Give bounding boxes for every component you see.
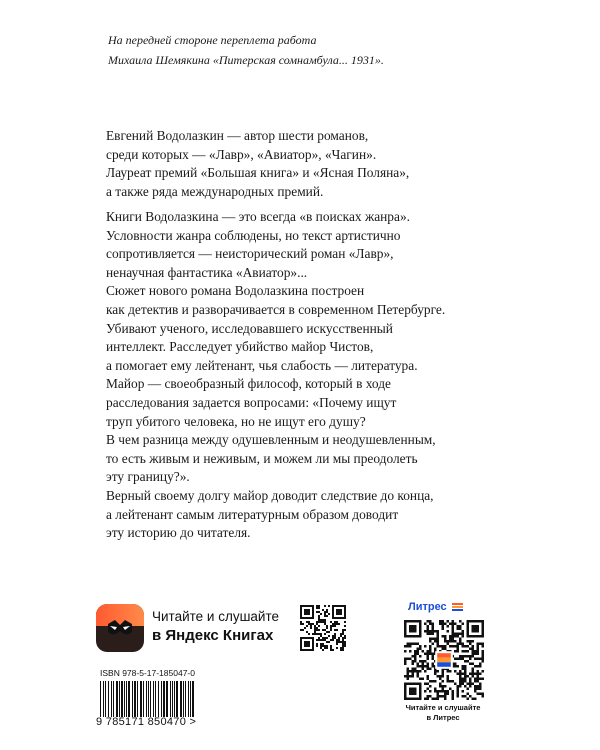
- text-line: расследования задается вопросами: «Почему ищут: [106, 394, 397, 410]
- litres-logo-text: Литрес: [408, 601, 447, 613]
- text-line: то есть живым и неживым, и можем ли мы преодолеть: [106, 450, 418, 466]
- yandex-promo-line2: в Яндекс Книгах: [152, 627, 274, 644]
- barcode-number: 9 785171 850470 >: [96, 716, 197, 728]
- cover-credit-line: На передней стороне переплета работа: [108, 33, 317, 47]
- yandex-books-icon[interactable]: [96, 604, 144, 652]
- text-line: интеллект. Расследует убийство майор Чистов,: [106, 339, 374, 355]
- text-line: эту границу?».: [106, 469, 190, 485]
- text-line: ненаучная фантастика «Авиатор»...: [106, 264, 308, 280]
- book-description: [106, 208, 445, 543]
- text-line: Верный своему долгу майор доводит следствие до конца,: [106, 487, 434, 503]
- text-line: среди которых — «Лавр», «Авиатор», «Чагин».: [106, 146, 377, 162]
- text-line: Лауреат премий «Большая книга» и «Ясная Поляна»,: [106, 165, 410, 181]
- litres-caption-line2: в Литрес: [426, 713, 460, 722]
- text-line: а также ряда международных премий.: [106, 183, 324, 199]
- litres-stripes-icon: [452, 603, 463, 611]
- text-line: Книги Водолазкина — это всегда «в поисках жанра».: [106, 209, 410, 224]
- text-line: Убивают ученого, исследовавшего искусственный: [106, 320, 393, 336]
- text-line: сопротивляется — неисторический роман «Лавр»,: [106, 246, 394, 262]
- text-line: а лейтенант самым литературным образом доводит: [106, 506, 399, 522]
- text-line: как детектив и разворачивается в современном Петербурге.: [106, 301, 446, 317]
- litres-caption: [398, 703, 488, 723]
- litres-caption-line1: Читайте и слушайте: [405, 703, 481, 712]
- yandex-promo-line1: Читайте и слушайте: [152, 609, 279, 624]
- yandex-qr-code[interactable]: [300, 605, 346, 651]
- text-line: труп убитого человека, но не ищут его душу?: [106, 413, 366, 429]
- text-line: эту историю до читателя.: [106, 525, 251, 541]
- text-line: Условности жанра соблюдены, но текст артистично: [106, 227, 401, 243]
- text-line: Сюжет нового романа Водолазкина построен: [106, 283, 365, 299]
- text-line: а помогает ему лейтенант, чья слабость — литература.: [106, 357, 418, 373]
- isbn-label: ISBN 978-5-17-185047-0: [100, 668, 195, 678]
- text-line: Майор — своеобразный философ, который в ходе: [106, 376, 391, 392]
- litres-logo: [408, 601, 463, 613]
- text-line: Евгений Водолазкин — автор шести романов,: [106, 128, 369, 143]
- cover-credit: [108, 30, 384, 70]
- litres-qr-code[interactable]: [404, 620, 484, 700]
- text-line: В чем разница между одушевленным и неодушевленным,: [106, 432, 436, 448]
- barcode-icon: [98, 681, 198, 717]
- cover-credit-line: Михаила Шемякина «Питерская сомнамбула... 1931».: [108, 53, 384, 67]
- about-author: [106, 127, 409, 201]
- yandex-promo-text: [152, 608, 279, 646]
